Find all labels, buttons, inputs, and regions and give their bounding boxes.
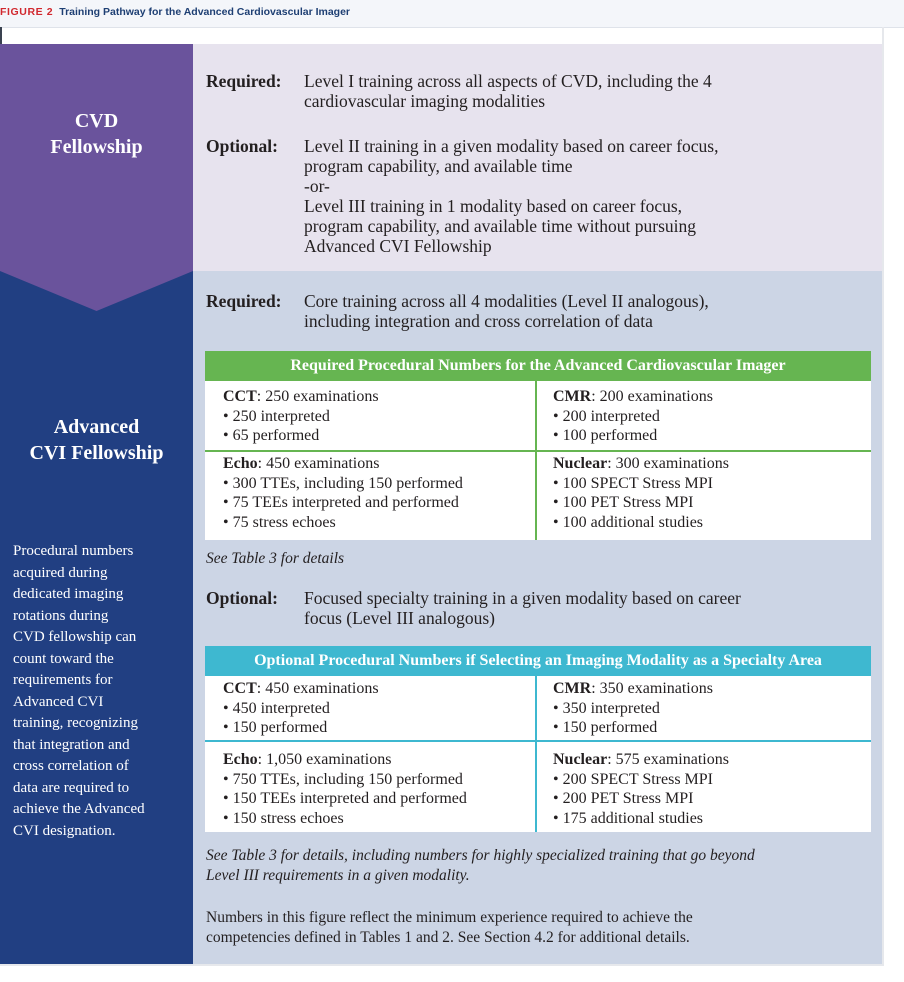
cell-item: • 175 additional studies (553, 809, 704, 827)
note-line: achieve the Advanced (13, 801, 145, 817)
modality-name: Echo (223, 455, 258, 472)
modality-name: CMR (553, 388, 592, 405)
cell-item: • 200 SPECT Stress MPI (553, 770, 714, 788)
note-line: Advanced CVI (13, 693, 104, 710)
note-line: See Table 3 for details, including numbers for highly specialized training that go beyond (206, 847, 755, 864)
figure-footnote (206, 908, 693, 947)
cell-item: • 150 performed (553, 719, 658, 736)
note-line: Procedural numbers (13, 543, 134, 559)
figure-caption (0, 6, 350, 18)
optional-table-body (205, 676, 871, 832)
cell-heading (223, 679, 379, 699)
table-cell-cct (223, 679, 379, 738)
cvd-label-line: CVD (74, 110, 119, 132)
cell-item: • 350 interpreted (553, 699, 660, 717)
modality-name: CCT (223, 388, 257, 405)
cell-item: • 300 TTEs, including 150 performed (223, 474, 463, 492)
note-line: count toward the (13, 650, 114, 667)
procedural-numbers-note (13, 541, 183, 842)
cell-item: • 450 interpreted (223, 699, 330, 717)
note-line: dedicated imaging (13, 586, 124, 602)
cell-heading (223, 750, 467, 770)
cell-item: • 100 SPECT Stress MPI (553, 474, 714, 492)
modality-name: Nuclear (553, 455, 608, 472)
optional-procedural-table (205, 646, 871, 832)
text-line: Level II training in a given modality based on career focus, (304, 136, 719, 156)
cell-item: • 150 performed (223, 719, 328, 736)
note-line: cross correlation of (13, 758, 129, 774)
text-line: program capability, and available time without pursuing (304, 216, 697, 236)
required-procedural-table (205, 351, 871, 540)
required-table-body (205, 381, 871, 540)
cell-item: • 150 TEEs interpreted and performed (223, 790, 467, 807)
cell-item: • 150 stress echoes (223, 809, 344, 827)
cell-item: • 100 performed (553, 427, 658, 444)
table-divider (535, 381, 537, 540)
frame-right (882, 27, 884, 965)
cvd-optional (206, 136, 866, 258)
text-line: Core training across all 4 modalities (Level II analogous), (304, 291, 709, 311)
cvd-fellowship-label (0, 108, 193, 160)
cell-item: • 100 additional studies (553, 513, 704, 531)
note-line: training, recognizing (13, 715, 138, 731)
exam-count: : 300 examinations (607, 455, 729, 472)
cell-item: • 75 stress echoes (223, 513, 336, 531)
text-line: including integration and cross correlation of data (304, 311, 653, 331)
cell-item: • 250 interpreted (223, 407, 330, 425)
exam-count: : 450 examinations (257, 455, 380, 472)
table-cell-cmr (553, 679, 713, 738)
required-label: Required: (206, 71, 282, 91)
required-table-note (206, 549, 344, 569)
note-line: See Table 3 for details (206, 550, 345, 567)
cell-heading (553, 679, 713, 699)
optional-text (304, 136, 774, 256)
cvi-required (206, 291, 866, 333)
cell-heading (553, 387, 713, 407)
cvi-fellowship-label (0, 414, 193, 466)
footnote-line: competencies defined in Tables 1 and 2. See Section 4.2 for additional details. (206, 928, 690, 946)
cell-item: • 750 TTEs, including 150 performed (223, 770, 463, 788)
note-line: requirements for (13, 672, 113, 688)
required-text (304, 291, 774, 331)
text-line: focus (Level III analogous) (304, 608, 495, 628)
cell-item: • 200 interpreted (553, 407, 660, 425)
optional-label: Optional: (206, 136, 278, 156)
cvi-optional (206, 588, 866, 630)
frame-bottom (0, 964, 884, 966)
footnote-line: Numbers in this figure reflect the minimum experience required to achieve the (206, 909, 693, 926)
text-line: program capability, and available time (304, 156, 573, 176)
text-line: Level III training in 1 modality based on career focus, (304, 196, 683, 216)
cell-heading (223, 454, 463, 474)
exam-count: : 1,050 examinations (257, 751, 392, 768)
text-line: Focused specialty training in a given modality based on career (304, 588, 741, 608)
note-line: Level III requirements in a given modality. (206, 866, 470, 884)
required-text (304, 71, 774, 111)
text-line: Level I training across all aspects of CVD, including the 4 (304, 71, 712, 91)
required-table-title: Required Procedural Numbers for the Advanced Cardiovascular Imager (205, 351, 871, 381)
optional-table-title: Optional Procedural Numbers if Selecting an Imaging Modality as a Specialty Area (205, 646, 871, 676)
table-cell-echo (223, 750, 467, 828)
modality-name: Nuclear (553, 751, 608, 768)
exam-count: : 200 examinations (591, 388, 713, 405)
figure-title: Training Pathway for the Advanced Cardiovascular Imager (59, 6, 351, 18)
table-cell-echo (223, 454, 463, 532)
exam-count: : 450 examinations (256, 680, 379, 697)
figure-header (0, 0, 904, 28)
cell-item: • 200 PET Stress MPI (553, 790, 694, 807)
cell-heading (553, 750, 729, 770)
table-divider (535, 676, 537, 832)
note-line: acquired during (13, 564, 108, 581)
exam-count: : 250 examinations (256, 388, 379, 405)
note-line: data are required to (13, 779, 130, 796)
exam-count: : 350 examinations (591, 680, 713, 697)
table-divider (205, 740, 871, 742)
modality-name: CMR (553, 680, 592, 697)
optional-text (304, 588, 774, 628)
figure-label: FIGURE 2 (0, 6, 54, 18)
modality-name: Echo (223, 751, 258, 768)
cell-heading (553, 454, 729, 474)
table-cell-cct (223, 387, 379, 446)
text-line: -or- (304, 176, 330, 196)
cell-item: • 100 PET Stress MPI (553, 494, 694, 511)
note-line: CVD fellowship can (13, 629, 137, 645)
modality-name: CCT (223, 680, 257, 697)
note-line: rotations during (13, 607, 109, 624)
exam-count: : 575 examinations (607, 751, 729, 768)
cell-item: • 75 TEEs interpreted and performed (223, 494, 459, 511)
optional-table-note (206, 846, 755, 885)
text-line: cardiovascular imaging modalities (304, 91, 546, 111)
text-line: Advanced CVI Fellowship (304, 236, 492, 256)
optional-label: Optional: (206, 588, 278, 608)
cvi-label-line: CVI Fellowship (29, 442, 164, 464)
table-cell-cmr (553, 387, 713, 446)
cell-item: • 65 performed (223, 427, 320, 444)
required-label: Required: (206, 291, 282, 311)
cvd-label-line: Fellowship (50, 136, 143, 158)
table-divider (205, 450, 871, 452)
cvi-label-line: Advanced (53, 416, 140, 438)
table-cell-nuclear (553, 750, 729, 828)
note-line: that integration and (13, 736, 130, 753)
cvd-required (206, 71, 866, 113)
cell-heading (223, 387, 379, 407)
cvd-band (0, 44, 193, 311)
note-line: CVI designation. (13, 822, 116, 839)
table-cell-nuclear (553, 454, 729, 532)
